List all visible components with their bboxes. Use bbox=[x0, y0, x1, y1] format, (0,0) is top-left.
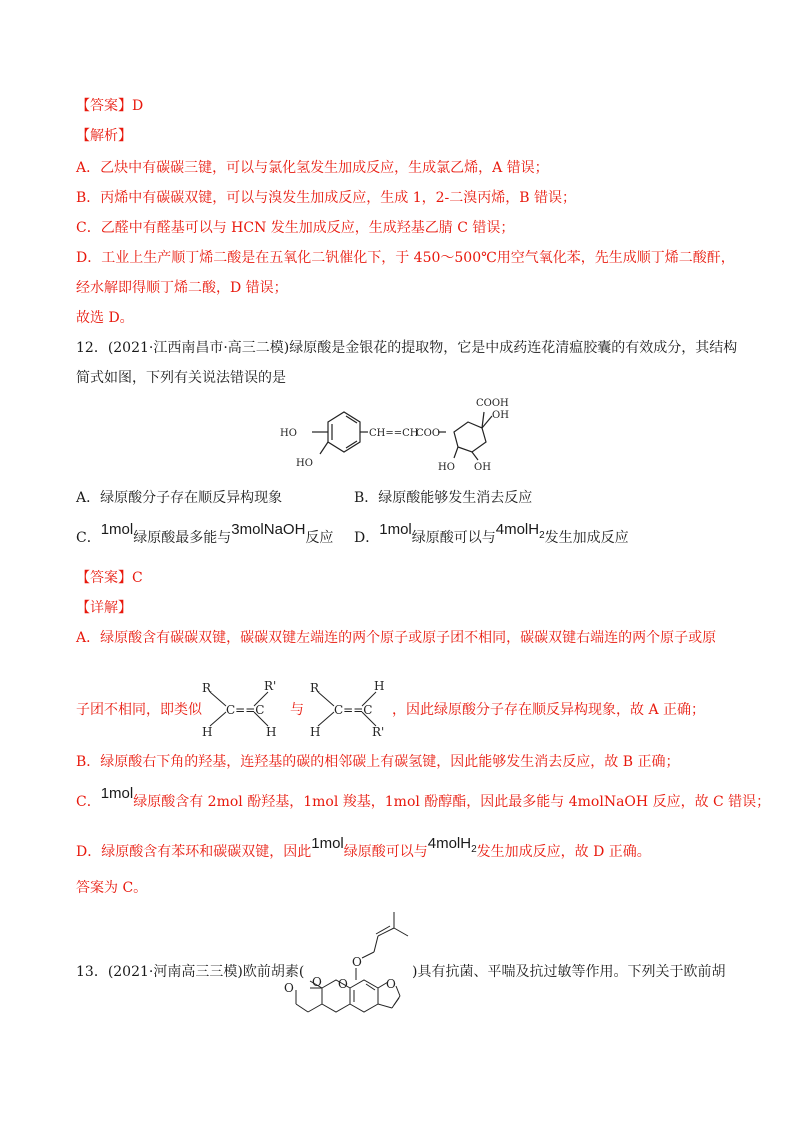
option-c-formula2: 3molNaOH bbox=[231, 521, 306, 538]
isomer1-h1: H bbox=[202, 725, 213, 739]
detail-d-formula2-main: 4molH bbox=[427, 835, 472, 852]
detail-c-formula: 1mol bbox=[100, 785, 134, 802]
imperatorin-furan-o: O bbox=[386, 977, 396, 991]
oh-bottom-label: OH bbox=[474, 462, 491, 473]
analysis-label: 【解析】 bbox=[76, 128, 132, 144]
isomer1-r2: R' bbox=[264, 679, 277, 693]
chlorogenic-acid-structure bbox=[270, 392, 530, 480]
isomer2-bond: C==C bbox=[334, 703, 373, 717]
q12-conclusion: 答案为 C。 bbox=[76, 880, 148, 896]
ho-bottom-label: HO bbox=[438, 462, 455, 473]
chain-label: CH==CH bbox=[369, 428, 419, 439]
option-c-mid: 绿原酸最多能与 bbox=[133, 530, 232, 546]
imperatorin-ether-o: O bbox=[352, 955, 362, 969]
analysis-line-d-cont: 经水解即得顺丁烯二酸，D 错误； bbox=[76, 280, 288, 296]
imperatorin-bridge-o: O bbox=[338, 977, 348, 991]
detail-d-mid: 绿原酸可以与 bbox=[343, 844, 428, 860]
option-d-formula1: 1mol bbox=[379, 521, 412, 538]
imperatorin-ring-o: O bbox=[312, 975, 322, 989]
detail-d-formula1: 1mol bbox=[311, 835, 344, 852]
q12-detail-label: 【详解】 bbox=[76, 600, 132, 616]
detail-d-suffix: 发生加成反应，故 D 正确。 bbox=[476, 844, 651, 860]
ho-left-bottom: HO bbox=[296, 458, 313, 469]
option-d-prefix: D． bbox=[354, 530, 380, 546]
q13-stem-prefix: 13．(2021·河南高三三模)欧前胡素( bbox=[76, 964, 305, 980]
oh-top-label: OH bbox=[492, 410, 509, 421]
option-c-formula1: 1mol bbox=[100, 521, 134, 538]
analysis-line-d: D．工业上生产顺丁烯二酸是在五氧化二钒催化下，于 450～500℃用空气氧化苯，先生成顺丁烯二酸酐， bbox=[76, 250, 735, 266]
analysis-conclusion: 故选 D。 bbox=[76, 310, 134, 326]
detail-d bbox=[76, 835, 651, 868]
detail-a-prefix: 子团不相同，即类似 bbox=[76, 702, 202, 718]
ho-left-top: HO bbox=[280, 428, 297, 439]
option-d-formula2 bbox=[495, 521, 545, 541]
detail-d-formula2 bbox=[427, 835, 477, 855]
detail-c-text: 绿原酸含有 2mol 酚羟基，1mol 羧基，1mol 酚醇酯，因此最多能与 4molNaOH 反应，故 C 错误； bbox=[133, 794, 771, 810]
detail-a-mid: 与 bbox=[290, 702, 304, 718]
option-c-prefix: C． bbox=[76, 530, 101, 546]
imperatorin-carbonyl-o: O bbox=[284, 981, 294, 995]
cis-trans-isomer-1 bbox=[196, 676, 282, 742]
option-b: B．绿原酸能够发生消去反应 bbox=[354, 490, 533, 506]
detail-a-suffix: ，因此绿原酸分子存在顺反异构现象，故 A 正确； bbox=[392, 702, 706, 718]
q12-stem-line1: 12．(2021·江西南昌市·高三二模)绿原酸是金银花的提取物，它是中成药连花清瘟胶囊的有效成分，其结构 bbox=[76, 340, 738, 356]
cooh-label: COOH bbox=[476, 398, 509, 409]
option-a: A．绿原酸分子存在顺反异构现象 bbox=[76, 490, 283, 506]
isomer2-r2: R' bbox=[372, 725, 385, 739]
detail-d-prefix: D．绿原酸含有苯环和碳碳双键，因此 bbox=[76, 844, 312, 860]
isomer2-h2: H bbox=[374, 679, 385, 693]
q12-answer-label: 【答案】C bbox=[76, 570, 143, 586]
isomer1-h2: H bbox=[266, 725, 277, 739]
detail-d-formula2-sub: 2 bbox=[471, 844, 477, 855]
analysis-line-a: A．乙炔中有碳碳三键，可以与氯化氢发生加成反应，生成氯乙烯，A 错误； bbox=[76, 160, 549, 176]
option-d-mid: 绿原酸可以与 bbox=[411, 530, 496, 546]
option-d-suffix: 发生加成反应 bbox=[544, 530, 629, 546]
isomer1-bond: C==C bbox=[226, 703, 265, 717]
option-d-formula2-main: 4molH bbox=[495, 521, 540, 538]
isomer2-h1: H bbox=[310, 725, 321, 739]
detail-c-prefix: C． bbox=[76, 794, 101, 810]
option-c bbox=[76, 521, 334, 548]
answer-label: 【答案】D bbox=[76, 98, 144, 114]
option-c-suffix: 反应 bbox=[305, 530, 334, 546]
isomer1-r1: R bbox=[202, 681, 212, 695]
imperatorin-structure bbox=[282, 906, 412, 1030]
detail-c bbox=[76, 785, 771, 812]
detail-b: B．绿原酸右下角的羟基，连羟基的碳的相邻碳上有碳氢键，因此能够发生消去反应，故 B 正确； bbox=[76, 754, 680, 770]
cis-trans-isomer-2 bbox=[304, 676, 390, 742]
isomer2-r1: R bbox=[310, 681, 320, 695]
ester-label: COO bbox=[416, 428, 441, 439]
q13-stem-suffix: )具有抗菌、平喘及抗过敏等作用。下列关于欧前胡 bbox=[412, 964, 726, 980]
option-d bbox=[354, 521, 629, 554]
analysis-line-b: B．丙烯中有碳碳双键，可以与溴发生加成反应，生成 1，2-二溴丙烯，B 错误； bbox=[76, 190, 577, 206]
detail-a-line1: A．绿原酸含有碳碳双键，碳碳双键左端连的两个原子或原子团不相同，碳碳双键右端连的两个原子或原 bbox=[76, 630, 717, 646]
q12-stem-line2: 简式如图，下列有关说法错误的是 bbox=[76, 370, 286, 386]
option-d-formula2-sub: 2 bbox=[539, 530, 545, 541]
analysis-line-c: C．乙醛中有醛基可以与 HCN 发生加成反应，生成羟基乙腈 C 错误； bbox=[76, 220, 515, 236]
